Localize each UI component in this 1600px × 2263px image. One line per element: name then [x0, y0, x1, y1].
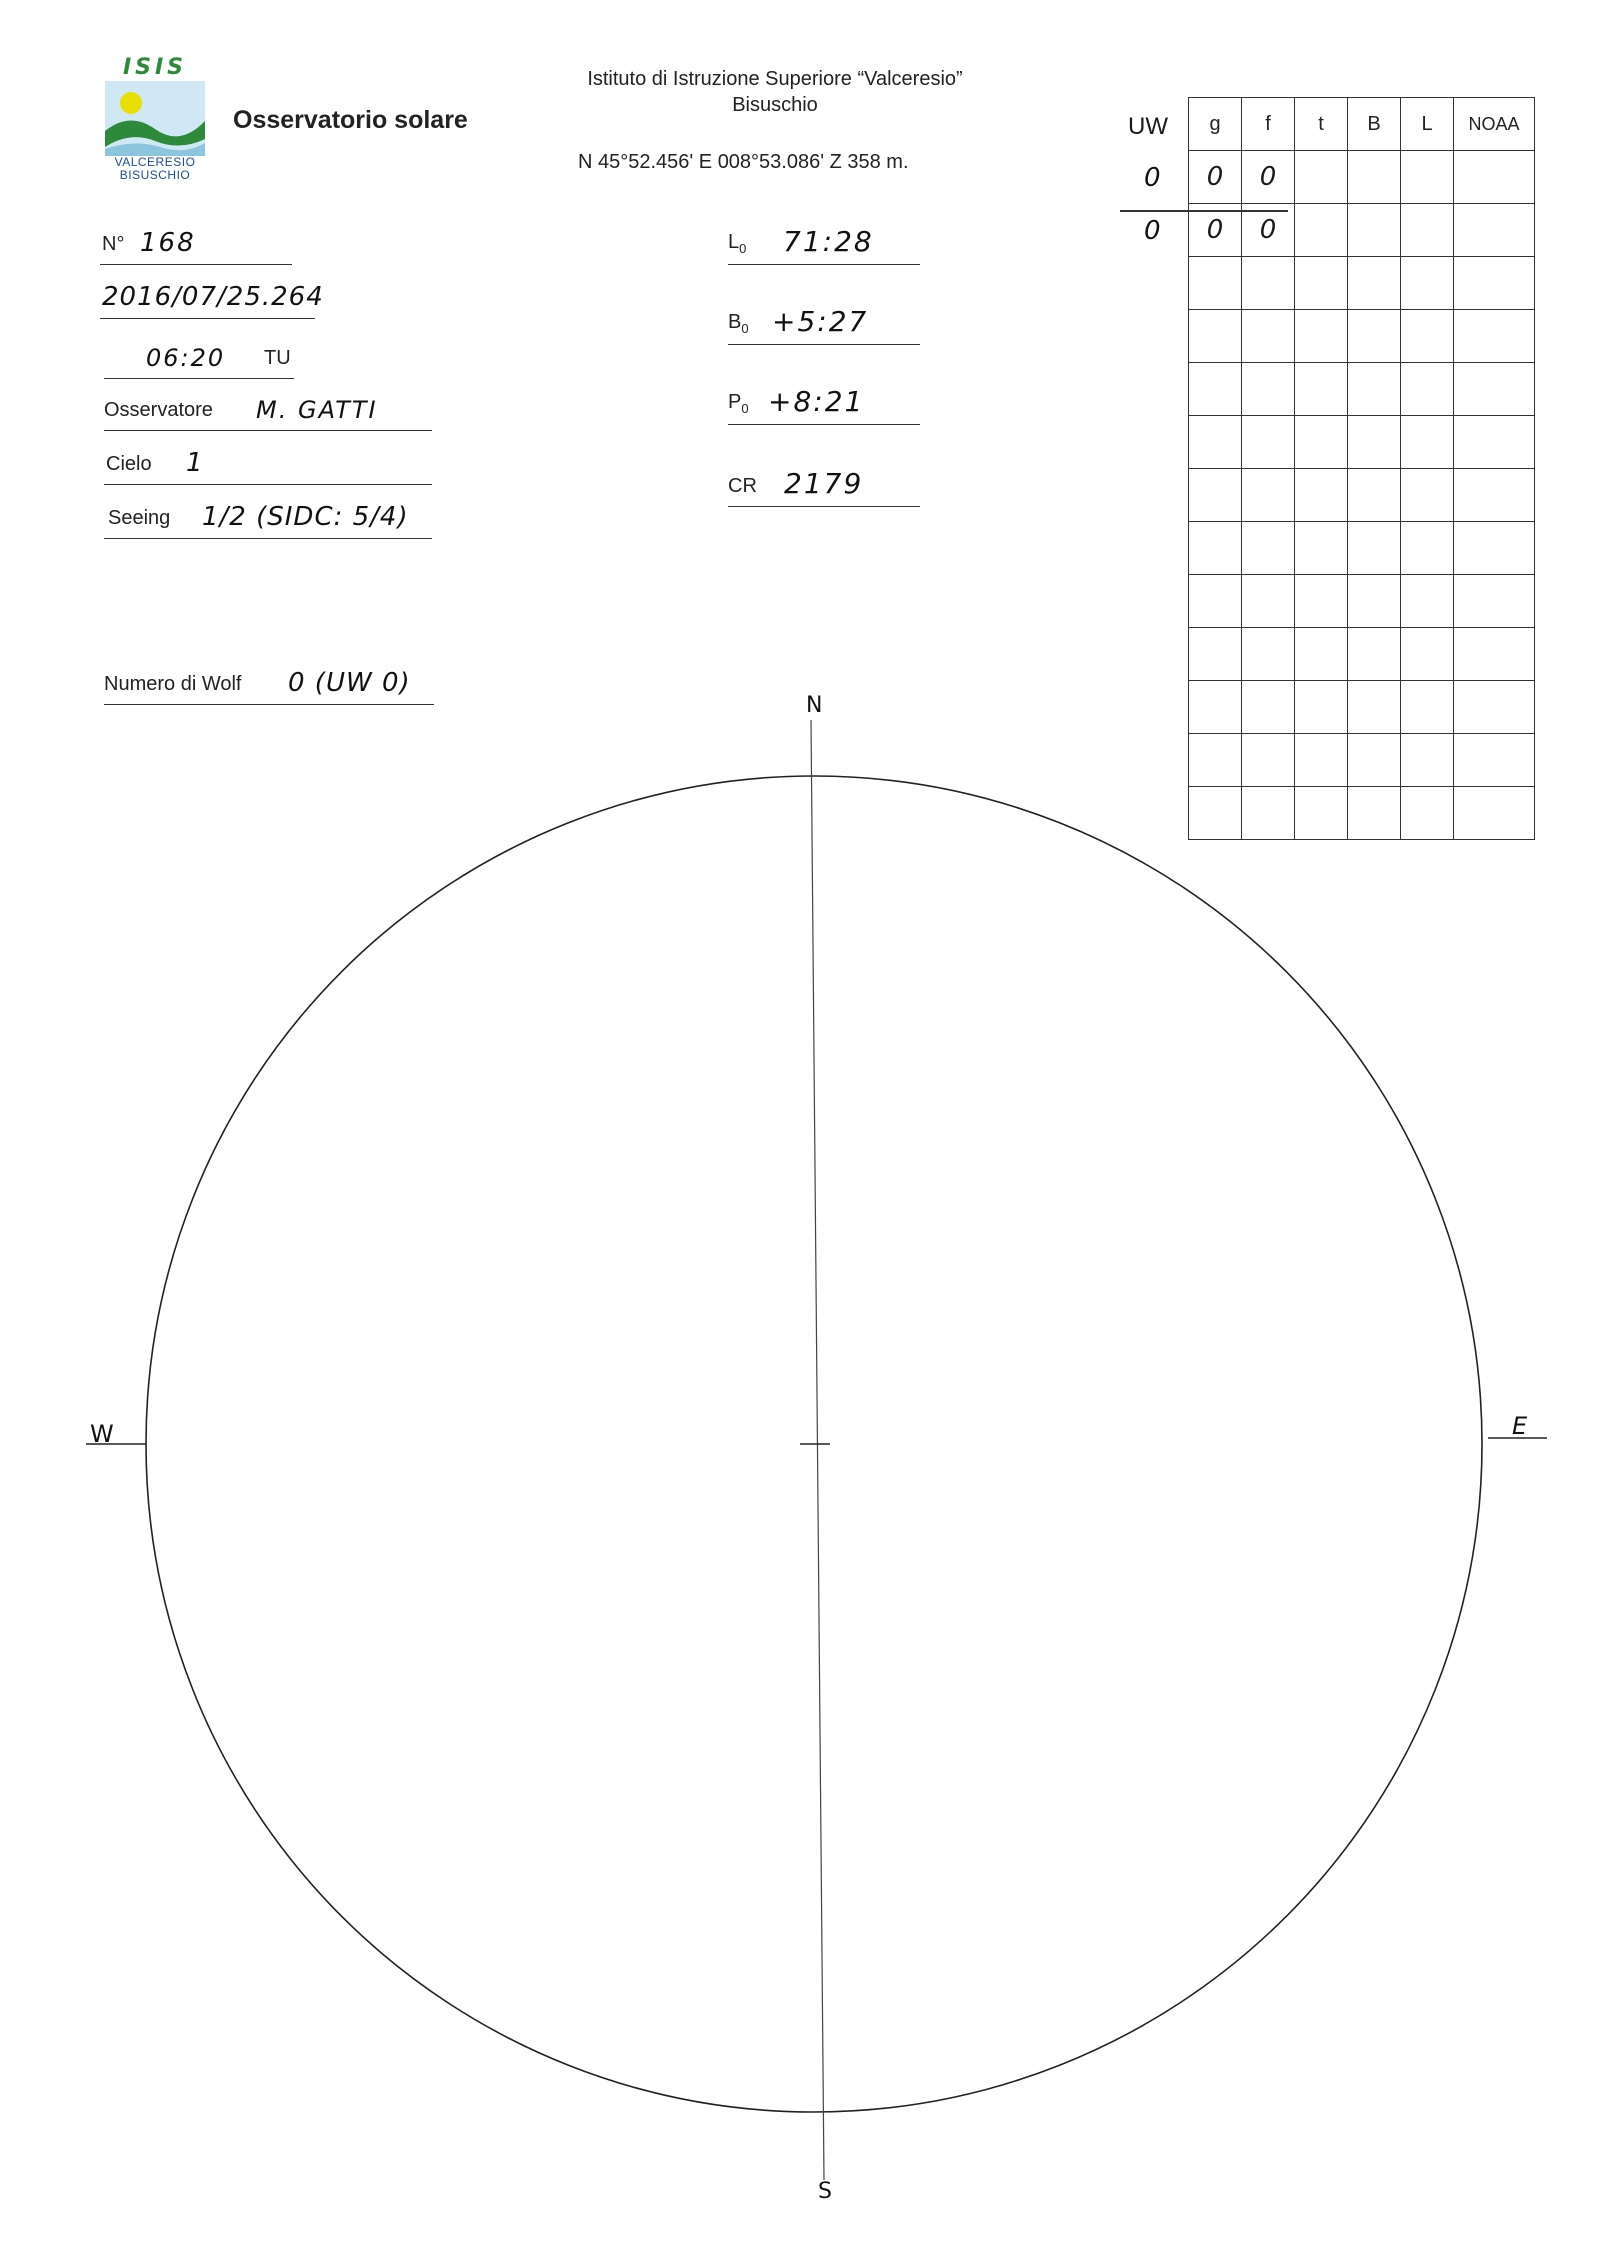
seeing-value: 1/2 (SIDC: 5/4) — [202, 502, 409, 532]
observer-value: M. GATTI — [256, 396, 378, 424]
uw-row-1-value: 0 — [1144, 163, 1163, 193]
col-L-header: L — [1401, 98, 1454, 151]
north-label: N — [806, 693, 823, 718]
date-value: 2016/07/25.264 — [102, 282, 324, 312]
uw-row-2-value: 0 — [1144, 216, 1163, 246]
col-f-header: f — [1242, 98, 1295, 151]
wolf-number-label: Numero di Wolf — [104, 673, 242, 695]
CR-label: CR — [728, 475, 757, 497]
logo-caption-1: VALCERESIO — [114, 155, 196, 169]
col-g-header: g — [1189, 98, 1242, 151]
col-t-header: t — [1295, 98, 1348, 151]
central-meridian-line — [811, 720, 824, 2180]
B0-value: +5:27 — [772, 305, 869, 338]
east-label: E — [1512, 1412, 1528, 1440]
observatory-coordinates: N 45°52.456' E 008°53.086' Z 358 m. — [578, 151, 909, 173]
col-noaa-header: NOAA — [1454, 98, 1535, 151]
institute-name: Istituto di Istruzione Superiore “Valceresio” — [587, 68, 963, 90]
B0-label: $B_0$ — [728, 311, 749, 336]
page-title: Osservatorio solare — [233, 106, 468, 134]
col-B-header: B — [1348, 98, 1401, 151]
south-label: S — [818, 2179, 832, 2204]
time-unit: TU — [264, 347, 291, 369]
tally-cell-f: 0 — [1242, 151, 1295, 204]
CR-value: 2179 — [784, 467, 864, 500]
tally-cell-g: 0 — [1189, 204, 1242, 257]
wolf-number-value: 0 (UW 0) — [288, 668, 411, 698]
P0-label: $P_0$ — [728, 391, 749, 416]
institute-town: Bisuschio — [732, 94, 818, 116]
logo-mark: ISIS — [122, 55, 188, 80]
record-number-label: N° — [102, 233, 125, 255]
record-number-value: 168 — [140, 228, 196, 258]
sky-value: 1 — [186, 448, 205, 478]
tally-cell-g: 0 — [1189, 151, 1242, 204]
P0-value: +8:21 — [768, 385, 865, 418]
L0-label: $L_0$ — [728, 231, 747, 256]
seeing-label: Seeing — [108, 507, 171, 529]
time-value: 06:20 — [146, 344, 226, 372]
L0-value: 71:28 — [783, 225, 874, 258]
sky-label: Cielo — [106, 453, 152, 475]
logo-caption-2: BISUSCHIO — [119, 168, 191, 182]
uw-column-label: UW — [1128, 113, 1168, 140]
west-label: W — [90, 1420, 114, 1448]
tally-cell-f: 0 — [1242, 204, 1295, 257]
observer-label: Osservatore — [104, 399, 213, 421]
